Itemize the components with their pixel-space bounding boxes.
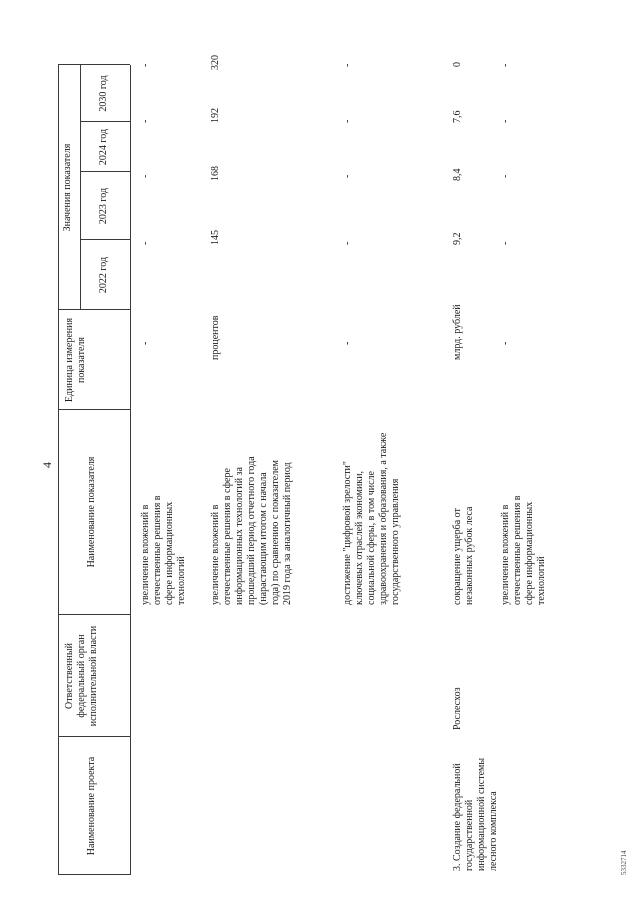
header-2024: 2024 год (98, 128, 109, 166)
value-2030-cell: - (342, 63, 353, 67)
unit-cell: - (500, 341, 511, 345)
unit-cell: - (140, 341, 151, 345)
value-2024-cell: 7,6 (452, 110, 463, 123)
values-group-divider (80, 65, 81, 310)
value-2024-cell: - (342, 119, 353, 123)
value-2022-cell: - (500, 241, 511, 245)
header-unit: Единица измерения показателя (64, 317, 87, 403)
unit-cell: процентов (210, 315, 221, 360)
col-border-left (58, 874, 130, 875)
value-2024-cell: 192 (210, 108, 221, 123)
value-2030-cell: - (140, 63, 151, 67)
col-border-org-indicator (58, 614, 130, 615)
indicator-cell: достижение "цифровой зрелости" ключевых отраслей экономики, социальной сферы, в том числе здравоохранения и образования, а также государственного управления (342, 432, 401, 605)
value-2030-cell: 0 (452, 62, 463, 67)
table-row (134, 65, 206, 875)
value-2023-cell: 8,4 (452, 168, 463, 181)
indicator-cell: увеличение вложений в отечественные решения в сфере информационных технологий за прошедший период отчетного года (нарастающим итогом с начала года) по сравнению с показателем 2019 года за аналогичный период (210, 456, 293, 605)
indicator-cell: увеличение вложений в отечественные решения в сфере информационных технологий (140, 495, 187, 605)
col-border-project-org (58, 736, 130, 737)
value-2022-cell: - (140, 241, 151, 245)
header-indicator: Наименование показателя (86, 456, 97, 568)
header-2030: 2030 год (98, 75, 109, 112)
indicator-cell: увеличение вложений в отечественные решения в сфере информационных технологий (500, 495, 547, 605)
header-2023: 2023 год (98, 187, 109, 225)
header-2022: 2022 год (98, 256, 109, 294)
col-border-2023-2024 (80, 171, 130, 172)
table-row (446, 62, 499, 875)
value-2023-cell: - (500, 174, 511, 178)
document-code: 5332714 (620, 850, 628, 875)
header-values-group: Значения показателя (62, 143, 73, 232)
value-2023-cell: - (140, 174, 151, 178)
col-border-2024-2030 (80, 121, 130, 122)
header-bottom-border (130, 65, 131, 875)
indicator-cell: сокращение ущерба от незаконных рубок леса (452, 506, 475, 605)
value-2024-cell: - (500, 119, 511, 123)
table-row (204, 55, 334, 875)
col-border-right (58, 64, 130, 65)
header-project: Наименование проекта (86, 756, 97, 856)
table-top-border (58, 65, 59, 875)
header-org: Ответственный федеральный орган исполнительной власти (64, 625, 99, 727)
table-row (334, 65, 446, 875)
value-2022-cell: - (342, 241, 353, 245)
value-2030-cell: - (500, 63, 511, 67)
value-2022-cell: 9,2 (452, 232, 463, 245)
value-2022-cell: 145 (210, 230, 221, 245)
unit-cell: млрд. рублей (452, 304, 463, 360)
table-row (496, 65, 566, 875)
project-cell: 3. Создание федеральной государственной информационной системы лесного комплекса (452, 757, 499, 871)
value-2023-cell: - (342, 174, 353, 178)
col-border-unit-values (58, 309, 130, 310)
unit-cell: - (342, 341, 353, 345)
value-2024-cell: - (140, 119, 151, 123)
org-cell: Рослесхоз (452, 687, 463, 730)
value-2030-cell: 320 (210, 55, 221, 70)
value-2023-cell: 168 (210, 166, 221, 181)
col-border-2022-2023 (80, 239, 130, 240)
page-number: 4 (40, 462, 54, 468)
col-border-indicator-unit (58, 409, 130, 410)
